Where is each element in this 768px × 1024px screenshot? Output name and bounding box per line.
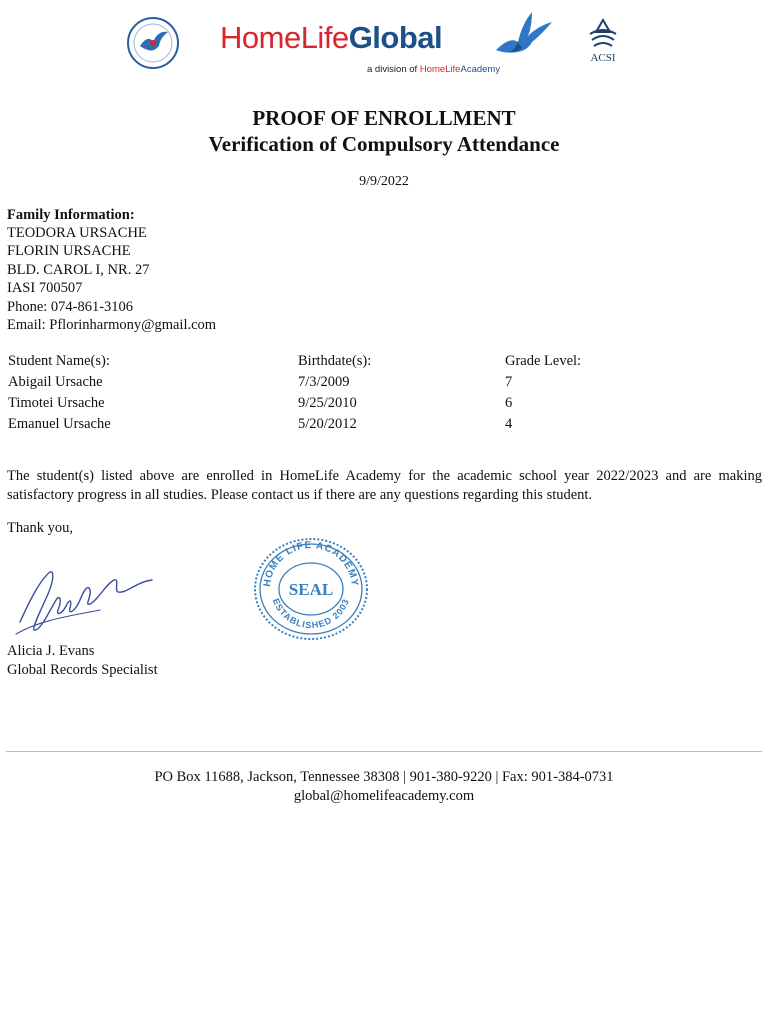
enrollment-statement: The student(s) listed above are enrolled in HomeLife Academy for the academic school year 2022/2023 and are making satisfactory progress in all studies. Please contact us if there are any questions regarding this student. [7,468,762,503]
homelife-academy-badge-logo [126,16,180,70]
family-line-street: BLD. CAROL I, NR. 27 [7,262,150,278]
table-row-grade: 4 [505,416,513,432]
family-line-phone: Phone: 074-861-3106 [7,299,134,315]
signature-image [10,560,160,638]
signatory-name: Alicia J. Evans [7,643,95,659]
table-row-birthdate: 9/25/2010 [298,395,357,411]
brand-home-text: HomeLife [220,20,349,55]
table-header-birthdate: Birthdate(s): [298,353,372,369]
table-header-name: Student Name(s): [8,353,110,369]
seal-center-text: SEAL [288,580,334,599]
signatory-title: Global Records Specialist [7,662,158,678]
table-row-birthdate: 7/3/2009 [298,374,350,390]
table-row-grade: 6 [505,395,513,411]
document-date: 9/9/2022 [359,174,409,189]
eagle-icon [492,6,554,68]
closing-text: Thank you, [7,520,74,536]
table-row-name: Abigail Ursache [8,374,103,390]
seal-bottom-text: ESTABLISHED 2003 [270,596,352,631]
homelife-global-logo [220,14,560,74]
table-row-birthdate: 5/20/2012 [298,416,357,432]
footer-divider [6,751,762,752]
table-row-name: Emanuel Ursache [8,416,111,432]
document-subtitle: Verification of Compulsory Attendance [208,132,560,156]
seal-top-text: HOME LIFE ACADEMY [261,539,361,588]
family-info-heading: Family Information: [7,207,135,223]
brand-subtitle: a division of HomeLifeAcademy [367,64,501,75]
footer-email: global@homelifeacademy.com [293,788,475,804]
footer-address: PO Box 11688, Jackson, Tennessee 38308 | 901-380-9220 | Fax: 901-384-0731 [154,769,614,785]
family-line-email: Email: Pflorinharmony@gmail.com [7,317,217,333]
acsi-label: ACSI [590,52,616,64]
academy-seal [252,537,370,641]
family-line-parent-2: FLORIN URSACHE [7,243,131,259]
table-row-grade: 7 [505,374,513,390]
family-line-city: IASI 700507 [7,280,83,296]
table-header-grade: Grade Level: [505,353,582,369]
brand-global-text: Global [348,20,443,55]
acsi-logo [580,18,626,66]
family-line-parent-1: TEODORA URSACHE [7,225,147,241]
document-title: PROOF OF ENROLLMENT [252,106,516,130]
table-row-name: Timotei Ursache [8,395,105,411]
acsi-emblem-icon [580,18,626,52]
